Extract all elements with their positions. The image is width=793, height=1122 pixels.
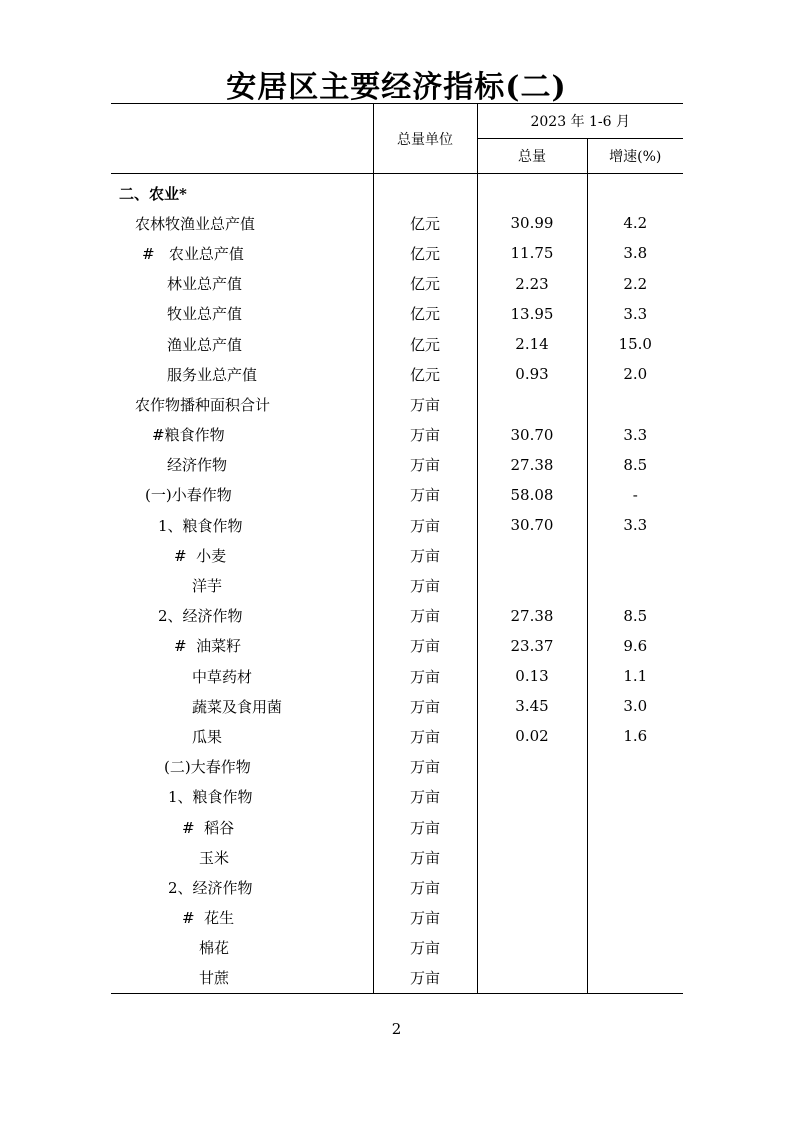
table-row	[111, 872, 683, 902]
row-unit: 万亩	[373, 782, 477, 812]
row-total: 2.14	[477, 329, 587, 359]
header-growth: 增速(%)	[587, 139, 683, 174]
indicator-table	[111, 103, 683, 994]
row-total: 30.99	[477, 208, 587, 238]
row-growth: -	[632, 485, 638, 504]
row-growth: 8.5	[623, 455, 648, 474]
row-growth: 9.6	[623, 636, 648, 655]
table-row	[111, 691, 683, 721]
row-indicator-name: 中草药材	[111, 661, 373, 691]
row-total: 30.70	[477, 420, 587, 450]
row-unit: 亿元	[373, 299, 477, 329]
row-indicator-name: 瓜果	[111, 721, 373, 751]
row-total: 0.02	[477, 721, 587, 751]
row-indicator-name: 棉花	[111, 933, 373, 963]
row-unit: 万亩	[373, 480, 477, 510]
row-unit: 万亩	[373, 450, 477, 480]
row-indicator-name: # 农业总产值	[111, 238, 373, 268]
row-total: 0.13	[477, 661, 587, 691]
row-unit: 万亩	[373, 842, 477, 872]
row-indicator-name: 甘蔗	[111, 963, 373, 994]
table-row	[111, 812, 683, 842]
row-growth: 1.6	[623, 727, 648, 746]
header-unit: 总量单位	[373, 104, 477, 174]
row-unit: 亿元	[373, 208, 477, 238]
row-growth	[587, 752, 683, 782]
row-unit: 亿元	[373, 329, 477, 359]
row-unit: 万亩	[373, 540, 477, 570]
row-unit: 万亩	[373, 420, 477, 450]
row-growth: 3.8	[623, 244, 648, 263]
table-row	[111, 329, 683, 359]
row-total: 27.38	[477, 601, 587, 631]
row-unit: 万亩	[373, 812, 477, 842]
table-row	[111, 903, 683, 933]
row-unit: 万亩	[373, 963, 477, 994]
row-unit: 万亩	[373, 389, 477, 419]
row-unit: 万亩	[373, 933, 477, 963]
row-unit: 万亩	[373, 510, 477, 540]
row-indicator-name: 洋芋	[111, 570, 373, 600]
row-total	[477, 812, 587, 842]
row-total: 3.45	[477, 691, 587, 721]
row-growth	[587, 963, 683, 994]
table-row	[111, 782, 683, 812]
row-total	[477, 389, 587, 419]
row-indicator-name: 1、粮食作物	[111, 510, 373, 540]
table-row	[111, 842, 683, 872]
row-growth	[587, 903, 683, 933]
row-indicator-name: 牧业总产值	[111, 299, 373, 329]
table-row	[111, 269, 683, 299]
row-indicator-name: 二、农业*	[111, 174, 373, 209]
table-row	[111, 299, 683, 329]
row-growth: 8.5	[623, 606, 648, 625]
table-row	[111, 238, 683, 268]
row-growth	[587, 174, 683, 209]
row-unit: 万亩	[373, 570, 477, 600]
row-growth: 3.3	[623, 425, 648, 444]
row-unit: 万亩	[373, 752, 477, 782]
row-unit: 万亩	[373, 661, 477, 691]
row-indicator-name: 2、经济作物	[111, 872, 373, 902]
row-unit	[373, 174, 477, 209]
table-row	[111, 752, 683, 782]
row-unit: 亿元	[373, 238, 477, 268]
row-indicator-name: (一)小春作物	[111, 480, 373, 510]
table-row	[111, 721, 683, 751]
row-total	[477, 540, 587, 570]
row-indicator-name: 1、粮食作物	[111, 782, 373, 812]
row-unit: 万亩	[373, 872, 477, 902]
row-growth: 2.2	[623, 274, 648, 293]
table-row	[111, 933, 683, 963]
row-total: 11.75	[477, 238, 587, 268]
row-unit: 万亩	[373, 903, 477, 933]
row-growth	[587, 812, 683, 842]
row-growth: 3.3	[623, 304, 648, 323]
row-total	[477, 174, 587, 209]
row-total: 58.08	[477, 480, 587, 510]
row-indicator-name: (二)大春作物	[111, 752, 373, 782]
row-growth	[587, 782, 683, 812]
table-row	[111, 389, 683, 419]
row-growth	[587, 872, 683, 902]
header-total: 总量	[477, 139, 587, 174]
row-growth: 1.1	[623, 667, 648, 686]
table-row	[111, 570, 683, 600]
table-row	[111, 963, 683, 994]
row-total	[477, 933, 587, 963]
row-total: 0.93	[477, 359, 587, 389]
header-indicator-name	[111, 104, 373, 174]
row-total	[477, 872, 587, 902]
page-title: 安居区主要经济指标(二)	[226, 70, 567, 105]
row-growth: 4.2	[623, 214, 648, 233]
row-indicator-name: 农林牧渔业总产值	[111, 208, 373, 238]
row-unit: 亿元	[373, 359, 477, 389]
row-indicator-name: #粮食作物	[111, 420, 373, 450]
row-growth	[587, 389, 683, 419]
row-unit: 亿元	[373, 269, 477, 299]
table-row	[111, 208, 683, 238]
table-row	[111, 661, 683, 691]
row-indicator-name: # 稻谷	[111, 812, 373, 842]
row-growth: 2.0	[623, 365, 648, 384]
row-unit: 万亩	[373, 721, 477, 751]
row-total: 23.37	[477, 631, 587, 661]
table-row	[111, 480, 683, 510]
row-indicator-name: 林业总产值	[111, 269, 373, 299]
row-indicator-name: 2、经济作物	[111, 601, 373, 631]
row-indicator-name: 玉米	[111, 842, 373, 872]
table-row	[111, 450, 683, 480]
row-total: 2.23	[477, 269, 587, 299]
row-growth: 3.0	[623, 697, 648, 716]
row-total	[477, 842, 587, 872]
row-indicator-name: 服务业总产值	[111, 359, 373, 389]
table-row	[111, 174, 683, 209]
row-total	[477, 570, 587, 600]
row-growth	[587, 842, 683, 872]
row-indicator-name: # 花生	[111, 903, 373, 933]
row-growth	[587, 570, 683, 600]
table-row	[111, 601, 683, 631]
header-period: 2023 年 1-6 月	[477, 104, 683, 139]
row-indicator-name: 农作物播种面积合计	[111, 389, 373, 419]
row-growth	[587, 933, 683, 963]
row-total	[477, 963, 587, 994]
page-number: 2	[391, 1020, 402, 1038]
row-total: 30.70	[477, 510, 587, 540]
row-unit: 万亩	[373, 601, 477, 631]
row-indicator-name: 蔬菜及食用菌	[111, 691, 373, 721]
row-indicator-name: # 油菜籽	[111, 631, 373, 661]
table-row	[111, 420, 683, 450]
row-total	[477, 903, 587, 933]
row-indicator-name: 经济作物	[111, 450, 373, 480]
row-total	[477, 752, 587, 782]
row-indicator-name: 渔业总产值	[111, 329, 373, 359]
row-growth: 3.3	[623, 516, 648, 535]
row-growth	[587, 540, 683, 570]
row-total: 13.95	[477, 299, 587, 329]
table-header	[111, 104, 683, 174]
row-growth: 15.0	[618, 335, 652, 354]
table-row	[111, 359, 683, 389]
row-unit: 万亩	[373, 691, 477, 721]
table-row	[111, 510, 683, 540]
row-total	[477, 782, 587, 812]
row-unit: 万亩	[373, 631, 477, 661]
table-row	[111, 631, 683, 661]
table-row	[111, 540, 683, 570]
table-body	[111, 174, 683, 994]
row-indicator-name: # 小麦	[111, 540, 373, 570]
row-total: 27.38	[477, 450, 587, 480]
